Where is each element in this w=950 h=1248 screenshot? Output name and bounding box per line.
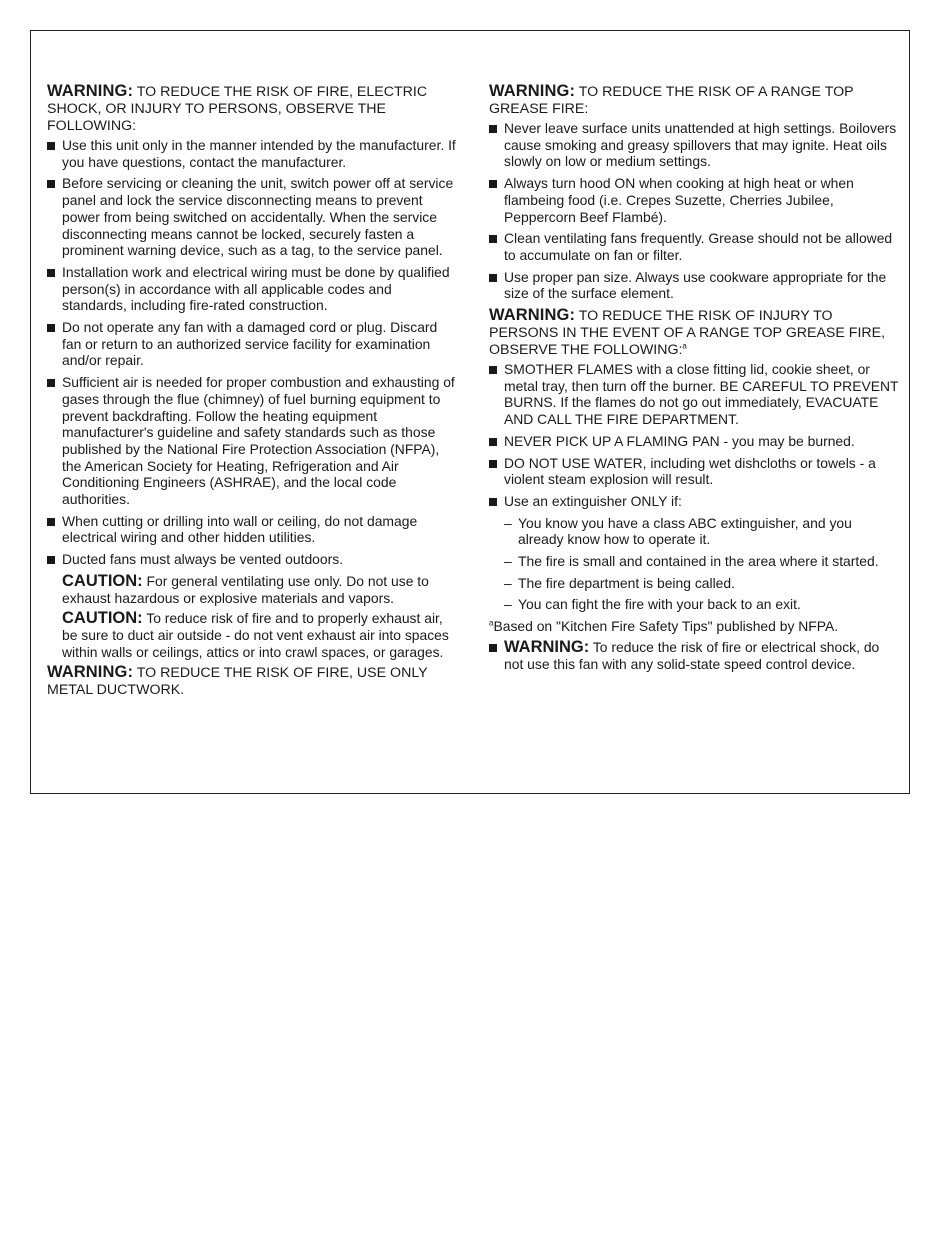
warning-ductwork-heading xyxy=(47,664,459,699)
list-item: SMOTHER FLAMES with a close fitting lid, cookie sheet, or metal tray, then turn off the burner. BE CAREFUL TO PREVENT BURNS. If the flames do not go out immediately, EVACUATE AND CALL THE FIRE DEPARTMENT. xyxy=(489,361,901,428)
warning-injury-heading xyxy=(489,307,901,359)
list-item: – The fire is small and contained in the area where it started. xyxy=(504,553,901,570)
warning-text: TO REDUCE THE RISK OF INJURY TO PERSONS IN THE EVENT OF A RANGE TOP GREASE FIRE, OBSERVE THE FOLLOWING: xyxy=(489,308,886,359)
warning-label: WARNING: xyxy=(489,306,576,325)
list-item: Never leave surface units unattended at high settings. Boilovers cause smoking and greasy spillovers that may ignite. Heat oils slowly on low or medium settings. xyxy=(489,120,901,170)
list-item: Use this unit only in the manner intended by the manufacturer. If you have questions, contact the manufacturer. xyxy=(47,137,459,170)
list-item: Use proper pan size. Always use cookware appropriate for the size of the surface element. xyxy=(489,269,901,302)
list-item: When cutting or drilling into wall or ceiling, do not damage electrical wiring and other hidden utilities. xyxy=(47,513,459,546)
list-item: – You can fight the fire with your back to an exit. xyxy=(504,596,901,613)
list-item: Sufficient air is needed for proper combustion and exhausting of gases through the flue (chimney) of fuel burning equipment to prevent backdrafting. Follow the heating equipment manufacturer's guideline and safety standards such as those published by the National Fire Protection Association (NFPA), the American Society for Heating, Refrigeration and Air Conditioning Engineers (ASHRAE), and the local code authorities. xyxy=(47,374,459,508)
warning-label: WARNING: xyxy=(47,82,134,100)
list-item: Installation work and electrical wiring must be done by qualified person(s) in accordance with all applicable codes and standards, including fire-rated construction. xyxy=(47,264,459,314)
footnote-marker: a xyxy=(489,618,494,628)
warning-text: TO REDUCE THE RISK OF FIRE, USE ONLY METAL DUCTWORK. xyxy=(47,665,428,699)
warning-fire-shock-heading xyxy=(47,83,459,135)
list-item: – You know you have a class ABC extinguisher, and you already know how to operate it. xyxy=(504,515,901,548)
extinguisher-conditions-list xyxy=(504,515,901,614)
caution-exhaust xyxy=(47,610,459,660)
warning-label: WARNING: xyxy=(489,82,576,100)
grease-fire-list xyxy=(489,120,901,302)
list-item: Always turn hood ON when cooking at high heat or when flambeing food (i.e. Crepes Suzette, Cherries Jubilee, Peppercorn Beef Flambé). xyxy=(489,175,901,225)
list-item: Before servicing or cleaning the unit, switch power off at service panel and lock the service disconnecting means to prevent power from being switched on accidentally. When the service disconnecting means cannot be locked, securely fasten a prominent warning device, such as a tag, to the service panel. xyxy=(47,175,459,259)
list-item: Use an extinguisher ONLY if: xyxy=(489,493,901,510)
caution-text: To reduce risk of fire and to properly exhaust air, be sure to duct air outside - do not vent exhaust air into spaces within walls or ceilings, attics or into crawl spaces, or garages. xyxy=(62,610,449,660)
safety-instructions-box xyxy=(30,30,910,794)
list-item: Do not operate any fan with a damaged cord or plug. Discard fan or return to an authorized service facility for examination and/or repair. xyxy=(47,319,459,369)
warning-speed-control xyxy=(489,639,901,672)
caution-label: CAUTION: xyxy=(62,571,143,590)
list-item: Clean ventilating fans frequently. Grease should not be allowed to accumulate on fan or filter. xyxy=(489,230,901,263)
warning-label: WARNING: xyxy=(47,663,134,682)
list-item: Ducted fans must always be vented outdoors. xyxy=(47,551,459,568)
list-item: NEVER PICK UP A FLAMING PAN - you may be burned. xyxy=(489,433,901,450)
list-item: – The fire department is being called. xyxy=(504,575,901,592)
footnote-text: Based on "Kitchen Fire Safety Tips" published by NFPA. xyxy=(493,618,839,635)
warning-text: TO REDUCE THE RISK OF FIRE, ELECTRIC SHOCK, OR INJURY TO PERSONS, OBSERVE THE FOLLOWING: xyxy=(47,84,428,134)
warning-fire-shock-list xyxy=(47,137,459,568)
warning-text: To reduce the risk of fire or electrical shock, do not use this fan with any solid-state speed control device. xyxy=(504,638,880,672)
footnote xyxy=(489,618,901,635)
warning-label: WARNING: xyxy=(504,637,590,656)
grease-fire-response-list xyxy=(489,361,901,510)
left-column xyxy=(47,83,459,701)
footnote-marker: a xyxy=(682,341,687,351)
list-item: DO NOT USE WATER, including wet dishcloths or towels - a violent steam explosion will result. xyxy=(489,455,901,488)
caution-text: For general ventilating use only. Do not use to exhaust hazardous or explosive materials and vapors. xyxy=(62,572,429,606)
right-column xyxy=(489,83,901,672)
caution-label: CAUTION: xyxy=(62,609,143,628)
warning-text: TO REDUCE THE RISK OF A RANGE TOP GREASE FIRE: xyxy=(489,84,854,117)
caution-ventilating xyxy=(47,573,459,606)
warning-grease-fire-heading xyxy=(489,83,901,118)
